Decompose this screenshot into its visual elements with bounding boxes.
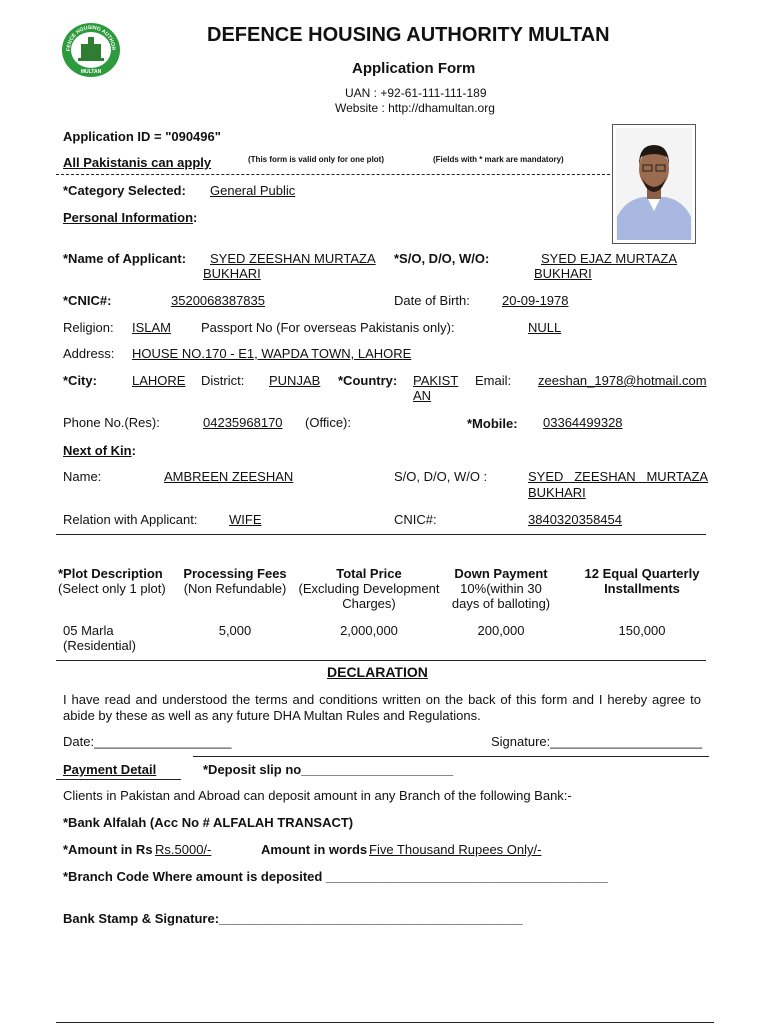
mobile-label: *Mobile: (467, 416, 518, 431)
relation-value: WIFE (229, 512, 262, 527)
mandatory-fields-note: (Fields with * mark are mandatory) (433, 155, 564, 164)
bank-name: *Bank Alfalah (Acc No # ALFALAH TRANSACT) (63, 815, 354, 830)
category-value: General Public (210, 183, 296, 198)
kin-name-label: Name: (63, 469, 102, 484)
price-value: 2,000,000 (340, 623, 398, 638)
name-value-line2: BUKHARI (203, 266, 261, 281)
district-label: District: (201, 373, 245, 388)
dob-label: Date of Birth: (394, 293, 470, 308)
address-value: HOUSE NO.170 - E1, WAPDA TOWN, LAHORE (132, 346, 412, 361)
branch-code-text: *Branch Code Where amount is deposited _______________________________________ (63, 869, 608, 884)
application-id: Application ID = "090496" (63, 129, 221, 144)
installments-header (578, 566, 706, 596)
person-photo-icon (613, 125, 695, 243)
address-label: Address: (63, 346, 115, 361)
fees-header (178, 566, 292, 596)
phone-label: Phone No.(Res): (63, 415, 160, 430)
email-value: zeeshan_1978@hotmail.com (538, 373, 707, 388)
dob-value: 20-09-1978 (502, 293, 569, 308)
cnic-value: 3520068387835 (171, 293, 265, 308)
office-label: (Office): (305, 415, 351, 430)
fees-header-sub: (Non Refundable) (183, 581, 287, 596)
category-label: *Category Selected: (63, 183, 186, 198)
plot-desc-header-title: *Plot Description (58, 566, 163, 581)
plot-desc-header (58, 566, 176, 596)
page-bottom-line (56, 1022, 714, 1023)
declaration-text: I have read and understood the terms and conditions written on the back of this form and I hereby agree to abide by these as well as any future DHA Multan Rules and Regulations. (63, 692, 701, 723)
installments-value: 150,000 (618, 623, 666, 638)
down-payment-header-sub: 10%(within 30 days of balloting) (451, 581, 551, 611)
kin-name-value: AMBREEN ZEESHAN (164, 469, 294, 484)
kin-divider (56, 534, 706, 535)
kin-cnic-label: CNIC#: (394, 512, 437, 527)
amount-words-label: Amount in words (261, 842, 368, 857)
down-payment-header-title: Down Payment (454, 566, 548, 581)
country-label: *Country: (338, 373, 398, 388)
branch-code-field[interactable] (63, 869, 608, 884)
price-header-title: Total Price (336, 566, 402, 581)
next-of-kin-heading (63, 443, 136, 458)
amount-words-value: Five Thousand Rupees Only/- (369, 842, 542, 857)
so-value-line2: BUKHARI (534, 266, 592, 281)
down-payment-header (446, 566, 556, 611)
declaration-heading: DECLARATION (327, 664, 428, 680)
dha-emblem-icon (61, 22, 121, 78)
price-header (298, 566, 440, 611)
payment-detail-heading: Payment Detail (63, 762, 157, 777)
personal-info-heading (63, 210, 197, 225)
all-pakistanis-note: All Pakistanis can apply (63, 155, 212, 170)
dha-logo (61, 22, 121, 78)
fees-header-title: Processing Fees (183, 566, 287, 581)
passport-label: Passport No (For overseas Pakistanis only): (201, 320, 455, 335)
mobile-value: 03364499328 (543, 415, 623, 430)
name-value-line1: SYED ZEESHAN MURTAZA (210, 251, 376, 266)
relation-label: Relation with Applicant: (63, 512, 198, 527)
cnic-label: *CNIC#: (63, 293, 112, 308)
personal-info-title: Personal Information (63, 210, 194, 225)
installments-header-title: 12 Equal Quarterly Installments (584, 566, 700, 596)
price-header-sub: (Excluding Development Charges) (298, 581, 440, 611)
passport-value: NULL (528, 320, 562, 335)
city-value: LAHORE (132, 373, 186, 388)
so-label: *S/O, D/O, W/O: (394, 251, 490, 266)
religion-label: Religion: (63, 320, 114, 335)
applicant-photo (612, 124, 696, 244)
country-value-line2: AN (413, 388, 432, 403)
valid-one-plot-note: (This form is valid only for one plot) (248, 155, 385, 164)
personal-info-colon: : (193, 210, 198, 225)
bank-stamp-field[interactable] (63, 911, 523, 926)
deposit-slip-field[interactable]: *Deposit slip no_____________________ (203, 762, 454, 777)
declaration-divider (193, 756, 709, 757)
form-title: DEFENCE HOUSING AUTHORITY MULTAN (207, 24, 610, 46)
bank-stamp-text: Bank Stamp & Signature:__________________________________________ (63, 911, 523, 926)
amount-label: *Amount in Rs (63, 842, 153, 857)
signature-field[interactable]: Signature:_____________________ (491, 734, 703, 749)
kin-so-value-line1: SYED ZEESHAN MURTAZA (528, 469, 709, 484)
plot-desc-header-sub: (Select only 1 plot) (58, 581, 166, 596)
next-of-kin-colon: : (131, 443, 136, 458)
amount-value: Rs.5000/- (155, 842, 212, 857)
payment-heading-underline (56, 779, 181, 780)
district-value: PUNJAB (269, 373, 321, 388)
clients-note: Clients in Pakistan and Abroad can deposit amount in any Branch of the following Bank:- (63, 788, 572, 803)
website: Website : http://dhamultan.org (335, 101, 495, 115)
kin-so-value-line2: BUKHARI (528, 485, 586, 500)
svg-text:MULTAN: MULTAN (80, 69, 102, 75)
country-value-line1: PAKIST (413, 373, 459, 388)
name-label: *Name of Applicant: (63, 251, 187, 266)
svg-text:DEFENCE HOUSING AUTHORITY: FENCE HOUSING AUTHOR (65, 24, 117, 52)
phone-value: 04235968170 (203, 415, 283, 430)
kin-cnic-value: 3840320358454 (528, 512, 622, 527)
religion-value: ISLAM (132, 320, 172, 335)
email-label: Email: (475, 373, 512, 388)
date-field[interactable]: Date:___________________ (63, 734, 232, 749)
plot-value-line2: (Residential) (63, 638, 136, 653)
uan-number: UAN : +92-61-111-111-189 (345, 86, 487, 100)
down-payment-value: 200,000 (477, 623, 525, 638)
city-label: *City: (63, 373, 97, 388)
next-of-kin-title: Next of Kin (63, 443, 132, 458)
table-divider (56, 660, 706, 661)
dashed-divider (56, 174, 610, 175)
kin-so-label: S/O, D/O, W/O : (394, 469, 488, 484)
plot-value-line1: 05 Marla (63, 623, 114, 638)
so-value-line1: SYED EJAZ MURTAZA (541, 251, 678, 266)
fees-value: 5,000 (218, 623, 252, 638)
form-subtitle: Application Form (352, 60, 476, 77)
